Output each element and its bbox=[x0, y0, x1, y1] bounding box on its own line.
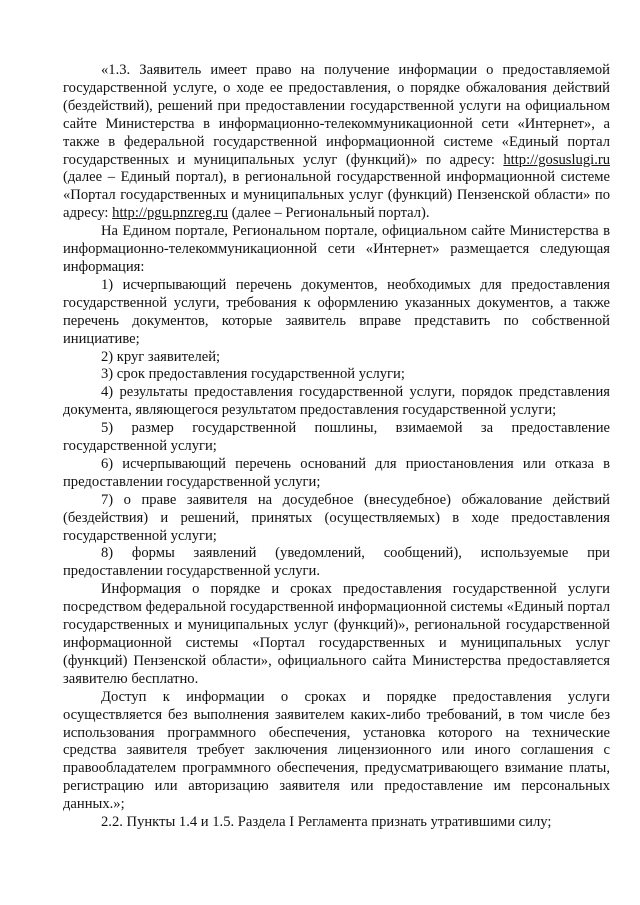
paragraph-1-3-text-c: (далее – Региональный портал). bbox=[228, 205, 430, 222]
list-item-5: 5) размер государственной пошлины, взимаемой за предоставление государственной услуги; bbox=[63, 420, 610, 455]
paragraph-1-3-text-a: «1.3. Заявитель имеет право на получение информации о предоставляемой государственной услуге, о ходе ее предоставления, о порядке обжалования действий (бездействий), решений при предоставлении государственной услуги на официальном сайте Министерства в информационно-телекоммуникационной сети «Интернет», а также в федеральной государственной информационной системе «Единый портал государственных и муниципальных услуг (функций)» по адресу: bbox=[63, 62, 610, 168]
pgu-pnzreg-link[interactable]: http://pgu.pnzreg.ru bbox=[112, 205, 229, 222]
access-paragraph: Доступ к информации о сроках и порядке предоставления услуги осуществляется без выполнения заявителем каких-либо требований, в том числе без использования программного обеспечения, установка которого на технические средства заявителя требует заключения лицензионного или иного соглашения с правообладателем программного обеспечения, предусматривающего взимание платы, регистрацию или авторизацию заявителя или предоставление им персональных данных.»; bbox=[63, 688, 610, 813]
paragraph-1-3 bbox=[63, 62, 610, 223]
paragraph-2-2: 2.2. Пункты 1.4 и 1.5. Раздела I Регламента признать утратившими силу; bbox=[101, 814, 552, 831]
list-item-6: 6) исчерпывающий перечень оснований для приостановления или отказа в предоставлении государственной услуги; bbox=[63, 455, 610, 490]
list-item-4: 4) результаты предоставления государственной услуги, порядок представления документа, являющегося результатом предоставления государственной услуги; bbox=[63, 384, 610, 419]
list-item-7: 7) о праве заявителя на досудебное (внесудебное) обжалование действий (бездействия) и решений, принятых (осуществляемых) в ходе предоставления государственной услуги; bbox=[63, 491, 610, 544]
info-free-paragraph: Информация о порядке и сроках предоставления государственной услуги посредством федеральной государственной информационной системы «Единый портал государственных и муниципальных услуг (функций)», региональной государственной информационной системы «Портал государственных и муниципальных услуг (функций) Пензенской области», официального сайта Министерства предоставляется заявителю бесплатно. bbox=[63, 581, 610, 687]
list-item-2: 2) круг заявителей; bbox=[101, 348, 221, 365]
info-intro-paragraph: На Едином портале, Региональном портале, официальном сайте Министерства в информационно-телекоммуникационной сети «Интернет» размещается следующая информация: bbox=[63, 223, 610, 275]
list-item-8: 8) формы заявлений (уведомлений, сообщений), используемые при предоставлении государственной услуги. bbox=[63, 545, 610, 580]
paragraph-1-3-text-b: (далее – Единый портал), в региональной государственной информационной системе «Портал государственных и муниципальных услуг (функций) Пензенской области» по адресу: bbox=[63, 169, 610, 222]
list-item-3: 3) срок предоставления государственной услуги; bbox=[101, 366, 405, 383]
list-item-1: 1) исчерпывающий перечень документов, необходимых для предоставления государственной услуги, требования к оформлению указанных документов, а также перечень документов, которые заявитель вправе представить по собственной инициативе; bbox=[63, 276, 610, 347]
gosuslugi-link[interactable]: http://gosuslugi.ru bbox=[503, 151, 610, 168]
